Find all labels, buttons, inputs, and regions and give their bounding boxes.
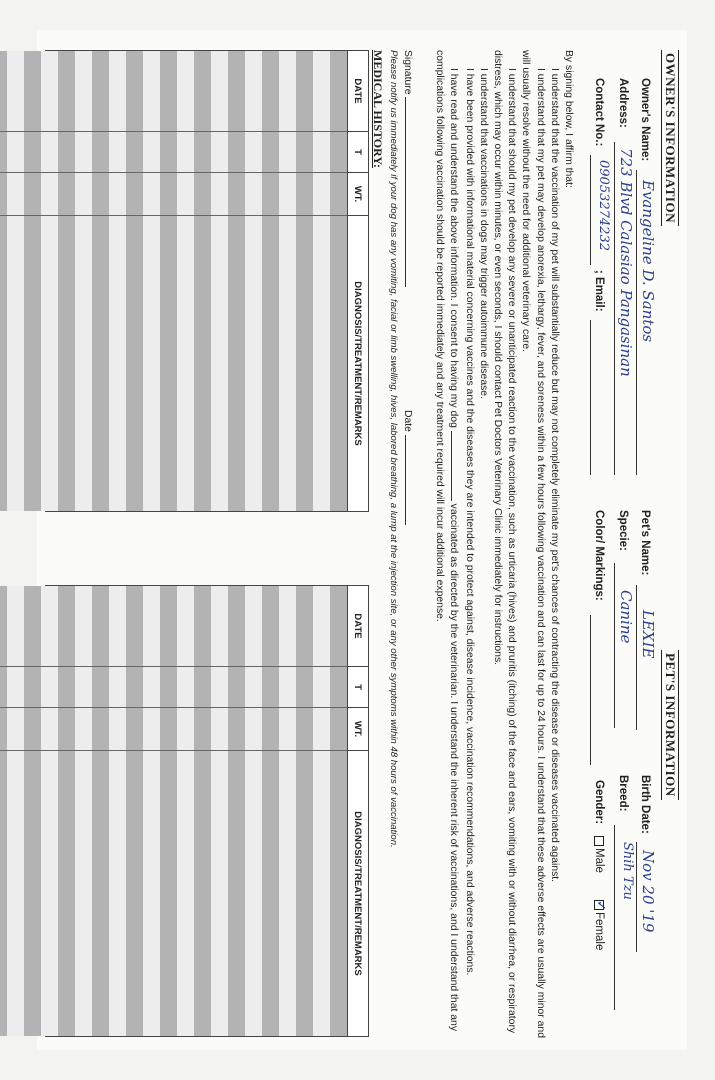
signature-line: [405, 97, 415, 287]
pet-name-label: Pet's Name:: [639, 510, 651, 576]
pet-name-line: [636, 585, 637, 730]
remarks-cell[interactable]: [58, 751, 75, 1036]
owner-name-label: Owner's Name:: [639, 78, 651, 162]
date-cell[interactable]: [0, 51, 7, 132]
weight-cell[interactable]: [109, 173, 126, 216]
species-line: [614, 563, 615, 728]
remarks-cell[interactable]: [262, 751, 279, 1036]
weight-cell[interactable]: [24, 708, 41, 751]
table-row: [228, 51, 245, 511]
table-row: [41, 51, 58, 511]
remarks-cell[interactable]: [313, 751, 330, 1036]
remarks-cell[interactable]: [0, 216, 7, 511]
weight-cell[interactable]: [245, 173, 262, 216]
table-row: [245, 586, 262, 1036]
table-row: [296, 51, 313, 511]
temperature-cell[interactable]: [228, 667, 245, 708]
weight-cell[interactable]: [262, 708, 279, 751]
email-line: [590, 320, 591, 475]
date-cell[interactable]: [7, 586, 24, 667]
date-cell[interactable]: [313, 586, 330, 667]
temperature-cell[interactable]: [7, 667, 24, 708]
table-row: [177, 51, 194, 511]
table-row: [24, 586, 41, 1036]
table-row: [194, 586, 211, 1036]
weight-cell[interactable]: [211, 708, 228, 751]
consent-paragraph-6b: vaccinated as directed by the veterinarian. I understand the inherent risk of vaccinations, and I understand that any complications following vaccination should be reported immediately and any treatment required will incur additional expense.: [434, 50, 460, 1032]
male-checkbox[interactable]: [594, 836, 604, 846]
weight-cell[interactable]: [262, 173, 279, 216]
table-row: [92, 51, 109, 511]
header-date: DATE: [348, 586, 368, 667]
temperature-cell[interactable]: [296, 132, 313, 173]
date-cell[interactable]: [143, 51, 160, 132]
date-cell[interactable]: [126, 51, 143, 132]
breed-label: Breed:: [617, 775, 629, 812]
temperature-cell[interactable]: [330, 132, 347, 173]
table-row: [75, 51, 92, 511]
weight-cell[interactable]: [109, 708, 126, 751]
temperature-cell[interactable]: [92, 667, 109, 708]
table-header: [347, 51, 368, 511]
date-cell[interactable]: [177, 586, 194, 667]
table-row: [109, 586, 126, 1036]
table-row: [228, 586, 245, 1036]
temperature-cell[interactable]: [245, 132, 262, 173]
header-weight: WT.: [348, 173, 368, 216]
date-cell[interactable]: [109, 586, 126, 667]
date-cell[interactable]: [41, 586, 58, 667]
remarks-cell[interactable]: [330, 216, 347, 511]
date-cell[interactable]: [0, 586, 7, 667]
remarks-cell[interactable]: [109, 751, 126, 1036]
remarks-cell[interactable]: [279, 216, 296, 511]
weight-cell[interactable]: [143, 173, 160, 216]
remarks-cell[interactable]: [75, 216, 92, 511]
vaccination-notice: Please notify us immediately if your dog has any vomiting, facial or limb swelling, hives, labored breathing, a lump at the injection site, or any other symptoms within 48 hours of vaccination.: [388, 50, 399, 848]
date-cell[interactable]: [160, 51, 177, 132]
species-value[interactable]: Canine: [617, 590, 635, 644]
date-cell[interactable]: [211, 51, 228, 132]
medical-history-table-right: [45, 585, 369, 1037]
table-row: [211, 51, 228, 511]
weight-cell[interactable]: [58, 708, 75, 751]
date-cell[interactable]: [177, 51, 194, 132]
weight-cell[interactable]: [279, 173, 296, 216]
weight-cell[interactable]: [75, 708, 92, 751]
temperature-cell[interactable]: [109, 132, 126, 173]
owner-address-line: [614, 142, 615, 475]
table-row: [296, 586, 313, 1036]
temperature-cell[interactable]: [160, 132, 177, 173]
table-row: [143, 51, 160, 511]
color-markings-line: [590, 615, 591, 765]
temperature-cell[interactable]: [160, 667, 177, 708]
temperature-cell[interactable]: [296, 667, 313, 708]
temperature-cell[interactable]: [313, 132, 330, 173]
temperature-cell[interactable]: [75, 667, 92, 708]
pet-name-value[interactable]: LEXIE: [639, 610, 657, 659]
remarks-cell[interactable]: [211, 216, 228, 511]
medical-history-table-left: [45, 50, 369, 512]
temperature-cell[interactable]: [279, 667, 296, 708]
remarks-cell[interactable]: [24, 216, 41, 511]
weight-cell[interactable]: [228, 708, 245, 751]
weight-cell[interactable]: [0, 708, 7, 751]
female-checkbox[interactable]: [594, 900, 610, 911]
date-cell[interactable]: [313, 51, 330, 132]
table-body: [0, 586, 347, 1036]
dog-name-blank[interactable]: [451, 431, 461, 501]
date-field[interactable]: [402, 410, 415, 525]
remarks-cell[interactable]: [143, 216, 160, 511]
temperature-cell[interactable]: [228, 132, 245, 173]
table-row: [313, 51, 330, 511]
table-row: [313, 586, 330, 1036]
female-check-mark: ✓: [594, 900, 610, 911]
remarks-cell[interactable]: [262, 216, 279, 511]
date-cell[interactable]: [41, 51, 58, 132]
weight-cell[interactable]: [41, 173, 58, 216]
consent-paragraph-2: I understand that my pet may develop anorexia, lethargy, fever, and soreness within a few hours following vaccination and can last for up to 24 hours. I understand that these adverse effects are usually minor and will usually resolve without the need for additional veterinary care.: [520, 50, 546, 1038]
temperature-cell[interactable]: [58, 132, 75, 173]
temperature-cell[interactable]: [24, 667, 41, 708]
table-row: [330, 51, 347, 511]
remarks-cell[interactable]: [313, 216, 330, 511]
temperature-cell[interactable]: [109, 667, 126, 708]
weight-cell[interactable]: [228, 173, 245, 216]
remarks-cell[interactable]: [0, 751, 7, 1036]
consent-paragraph-5: I have been provided with informational material concerning vaccines and the diseases they are intended to protect against, disease incidence, vaccination recommendations, and adverse reactions.: [463, 68, 475, 976]
signature-field[interactable]: [402, 50, 415, 287]
weight-cell[interactable]: [330, 708, 347, 751]
remarks-cell[interactable]: [296, 751, 313, 1036]
temperature-cell[interactable]: [177, 132, 194, 173]
weight-cell[interactable]: [143, 708, 160, 751]
date-cell[interactable]: [160, 586, 177, 667]
date-cell[interactable]: [24, 586, 41, 667]
weight-cell[interactable]: [24, 173, 41, 216]
temperature-cell[interactable]: [58, 667, 75, 708]
header-temperature: T: [348, 132, 368, 173]
remarks-cell[interactable]: [7, 751, 24, 1036]
date-cell[interactable]: [75, 586, 92, 667]
remarks-cell[interactable]: [194, 751, 211, 1036]
contact-line: [590, 155, 591, 265]
remarks-cell[interactable]: [126, 751, 143, 1036]
temperature-cell[interactable]: [143, 132, 160, 173]
remarks-cell[interactable]: [228, 216, 245, 511]
table-row: [58, 586, 75, 1036]
temperature-cell[interactable]: [194, 667, 211, 708]
temperature-cell[interactable]: [0, 667, 7, 708]
header-weight: WT.: [348, 708, 368, 751]
consent-paragraph-6: [432, 50, 461, 1040]
rotated-form-sheet: [37, 30, 687, 1050]
date-line: [405, 435, 415, 525]
consent-paragraph-1: I understand that the vaccination of my pet will substantially reduce but may not completely eliminate my pet's chances of contracting the disease or diseases vaccinated against.: [548, 68, 560, 883]
temperature-cell[interactable]: [41, 132, 58, 173]
temperature-cell[interactable]: [211, 132, 228, 173]
weight-cell[interactable]: [0, 173, 7, 216]
weight-cell[interactable]: [58, 173, 75, 216]
table-row: [126, 586, 143, 1036]
date-cell[interactable]: [296, 586, 313, 667]
date-cell[interactable]: [109, 51, 126, 132]
table-row: [24, 51, 41, 511]
remarks-cell[interactable]: [160, 751, 177, 1036]
temperature-cell[interactable]: [126, 132, 143, 173]
date-cell[interactable]: [228, 51, 245, 132]
male-label: Male: [593, 848, 605, 873]
remarks-cell[interactable]: [92, 216, 109, 511]
consent-paragraph-4: I understand that vaccinations in dogs may trigger autoimmune disease.: [477, 68, 489, 399]
header-remarks: DIAGNOSIS/TREATMENT/REMARKS: [352, 811, 364, 976]
table-row: [58, 51, 75, 511]
remarks-cell[interactable]: [92, 751, 109, 1036]
table-row: [279, 586, 296, 1036]
date-cell[interactable]: [58, 51, 75, 132]
table-row: [0, 51, 7, 511]
temperature-cell[interactable]: [313, 667, 330, 708]
table-row: [330, 586, 347, 1036]
consent-text: [432, 50, 575, 1040]
date-cell[interactable]: [92, 586, 109, 667]
remarks-cell[interactable]: [330, 751, 347, 1036]
signature-label: Signature: [402, 50, 413, 95]
table-row: [75, 586, 92, 1036]
weight-cell[interactable]: [279, 708, 296, 751]
remarks-cell[interactable]: [228, 751, 245, 1036]
table-row: [92, 586, 109, 1036]
medical-history-title: MEDICAL HISTORY:: [371, 50, 385, 168]
remarks-cell[interactable]: [41, 216, 58, 511]
weight-cell[interactable]: [7, 173, 24, 216]
remarks-cell[interactable]: [24, 751, 41, 1036]
remarks-cell[interactable]: [58, 216, 75, 511]
weight-cell[interactable]: [313, 708, 330, 751]
owner-section-title: OWNER'S INFORMATION: [661, 50, 679, 226]
contact-value[interactable]: 09053274232: [596, 160, 611, 251]
owner-address-label: Address:: [617, 78, 629, 128]
temperature-cell[interactable]: [0, 132, 7, 173]
date-cell[interactable]: [92, 51, 109, 132]
temperature-cell[interactable]: [330, 667, 347, 708]
weight-cell[interactable]: [7, 708, 24, 751]
female-label: Female: [593, 912, 605, 951]
remarks-cell[interactable]: [279, 751, 296, 1036]
gender-female-option[interactable]: [593, 900, 610, 951]
weight-cell[interactable]: [194, 173, 211, 216]
remarks-cell[interactable]: [41, 751, 58, 1036]
weight-cell[interactable]: [41, 708, 58, 751]
date-cell[interactable]: [194, 586, 211, 667]
temperature-cell[interactable]: [24, 132, 41, 173]
table-row: [7, 586, 24, 1036]
weight-cell[interactable]: [75, 173, 92, 216]
table-row: [160, 586, 177, 1036]
remarks-cell[interactable]: [245, 751, 262, 1036]
weight-cell[interactable]: [245, 708, 262, 751]
table-row: [143, 586, 160, 1036]
remarks-cell[interactable]: [194, 216, 211, 511]
birth-date-value[interactable]: Nov 20 '19: [639, 850, 657, 933]
weight-cell[interactable]: [177, 708, 194, 751]
table-row: [177, 586, 194, 1036]
owner-name-value[interactable]: Evangeline D. Santos: [639, 180, 657, 343]
weight-cell[interactable]: [194, 708, 211, 751]
date-cell[interactable]: [126, 586, 143, 667]
weight-cell[interactable]: [313, 173, 330, 216]
remarks-cell[interactable]: [211, 751, 228, 1036]
date-cell[interactable]: [24, 51, 41, 132]
temperature-cell[interactable]: [279, 132, 296, 173]
weight-cell[interactable]: [92, 173, 109, 216]
table-row: [245, 51, 262, 511]
temperature-cell[interactable]: [194, 132, 211, 173]
remarks-cell[interactable]: [143, 751, 160, 1036]
table-row: [126, 51, 143, 511]
table-row: [211, 586, 228, 1036]
date-cell[interactable]: [262, 51, 279, 132]
date-cell[interactable]: [330, 586, 347, 667]
date-cell[interactable]: [7, 51, 24, 132]
date-cell[interactable]: [75, 51, 92, 132]
date-cell[interactable]: [228, 586, 245, 667]
table-row: [160, 51, 177, 511]
weight-cell[interactable]: [160, 708, 177, 751]
table-header: [347, 586, 368, 1036]
breed-value[interactable]: Shih Tzu: [620, 842, 635, 900]
date-cell[interactable]: [194, 51, 211, 132]
owner-name-line: [636, 170, 637, 475]
table-row: [194, 51, 211, 511]
contact-label: Contact No.:: [593, 78, 605, 147]
pet-section-title: PET'S INFORMATION: [661, 650, 679, 800]
date-cell[interactable]: [211, 586, 228, 667]
temperature-cell[interactable]: [262, 667, 279, 708]
header-remarks: DIAGNOSIS/TREATMENT/REMARKS: [352, 281, 364, 446]
temperature-cell[interactable]: [177, 667, 194, 708]
gender-label: Gender:: [593, 780, 605, 825]
temperature-cell[interactable]: [75, 132, 92, 173]
breed-line: [614, 825, 615, 1010]
weight-cell[interactable]: [92, 708, 109, 751]
weight-cell[interactable]: [160, 173, 177, 216]
weight-cell[interactable]: [126, 173, 143, 216]
header-temperature: T: [348, 667, 368, 708]
email-label: ; Email:: [593, 270, 605, 312]
remarks-cell[interactable]: [177, 216, 194, 511]
date-cell[interactable]: [330, 51, 347, 132]
table-row: [7, 51, 24, 511]
consent-intro: By signing below, I affirm that:: [563, 50, 574, 188]
date-cell[interactable]: [262, 586, 279, 667]
table-row: [262, 51, 279, 511]
remarks-cell[interactable]: [245, 216, 262, 511]
temperature-cell[interactable]: [143, 667, 160, 708]
temperature-cell[interactable]: [262, 132, 279, 173]
table-row: [109, 51, 126, 511]
gender-male-option[interactable]: [593, 836, 605, 873]
temperature-cell[interactable]: [126, 667, 143, 708]
date-cell[interactable]: [58, 586, 75, 667]
date-cell[interactable]: [296, 51, 313, 132]
consent-paragraph-3: I understand that should my pet develop any severe or unanticipated reaction to the vaccination, such as urticaria (hives) and pruritis (itching) of the face and ears, vomiting with or without diarrhea, or respiratory distress, which may occur within minutes, or even seconds, I should contact Pet Doctors Veterinary Clinic immediately for instructions.: [491, 50, 518, 1034]
weight-cell[interactable]: [296, 173, 313, 216]
consent-paragraph-6a: I have read and understand the above information. I consent to having my dog: [448, 68, 460, 428]
remarks-cell[interactable]: [296, 216, 313, 511]
table-body: [0, 51, 347, 511]
remarks-cell[interactable]: [7, 216, 24, 511]
color-markings-label: Color/ Markings:: [593, 510, 605, 601]
table-row: [0, 586, 7, 1036]
header-date: DATE: [348, 51, 368, 132]
weight-cell[interactable]: [177, 173, 194, 216]
table-row: [279, 51, 296, 511]
birth-date-line: [636, 842, 637, 952]
remarks-cell[interactable]: [177, 751, 194, 1036]
weight-cell[interactable]: [296, 708, 313, 751]
species-label: Specie:: [617, 510, 629, 551]
date-cell[interactable]: [279, 51, 296, 132]
table-row: [262, 586, 279, 1036]
remarks-cell[interactable]: [160, 216, 177, 511]
remarks-cell[interactable]: [109, 216, 126, 511]
temperature-cell[interactable]: [92, 132, 109, 173]
date-label: Date: [402, 410, 413, 432]
table-row: [41, 586, 58, 1036]
owner-address-value[interactable]: 723 Blvd Calasiao Pangasinan: [617, 148, 635, 377]
date-cell[interactable]: [245, 51, 262, 132]
weight-cell[interactable]: [330, 173, 347, 216]
date-cell[interactable]: [279, 586, 296, 667]
birth-date-label: Birth Date:: [639, 775, 651, 834]
date-cell[interactable]: [143, 586, 160, 667]
weight-cell[interactable]: [211, 173, 228, 216]
temperature-cell[interactable]: [7, 132, 24, 173]
remarks-cell[interactable]: [126, 216, 143, 511]
date-cell[interactable]: [245, 586, 262, 667]
remarks-cell[interactable]: [75, 751, 92, 1036]
temperature-cell[interactable]: [245, 667, 262, 708]
temperature-cell[interactable]: [41, 667, 58, 708]
weight-cell[interactable]: [126, 708, 143, 751]
temperature-cell[interactable]: [211, 667, 228, 708]
